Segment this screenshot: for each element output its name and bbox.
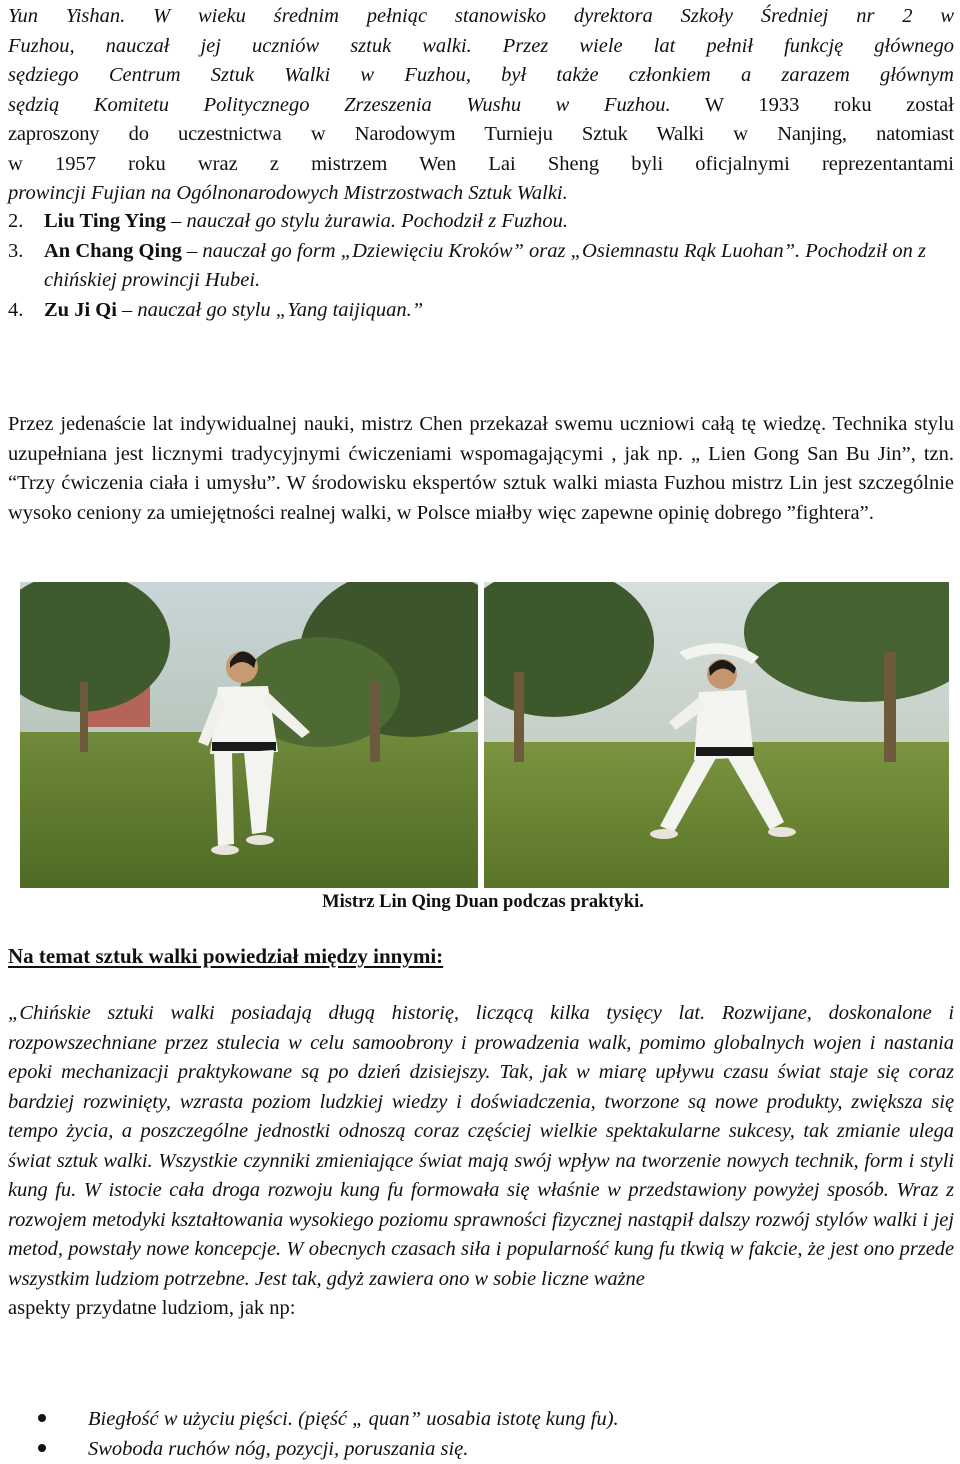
bullet-text: Swoboda ruchów nóg, pozycji, poruszania się. [88,1435,468,1464]
bullet-list [8,1405,954,1464]
biography-paragraph [8,2,954,209]
list-item [8,1435,954,1464]
teacher-desc: – nauczał go stylu „Yang taijiquan.” [117,299,423,321]
quote-last-line: aspekty przydatne ludziom, jak np: [8,1294,954,1324]
list-item [8,296,954,326]
bio-line-4: sędzią Komitetu Politycznego Zrzeszenia Wushu w Fuzhou. [8,94,671,116]
photo-master-practice-right [484,582,949,888]
bio-line-5: zaproszony do uczestnictwa w Narodowym Turnieju Sztuk Walki w Nanjing, natomiast [8,120,954,150]
teacher-desc: – nauczał go stylu żurawia. Pochodził z Fuzhou. [166,210,568,232]
teacher-desc: – nauczał go form „Dziewięciu Kroków” oraz „Osiemnastu Rąk Luohan”. Pochodził on z chińskiej prowincji Hubei. [44,240,926,292]
teachers-list [8,207,954,325]
photo-right-image [484,582,949,888]
photo-left-image [20,582,478,888]
list-item [8,207,954,237]
teacher-name: Zu Ji Qi [44,299,117,321]
bio-line-1: Yun Yishan. W wieku średnim pełniąc stanowisko dyrektora Szkoły Średniej nr 2 w [8,5,954,27]
bio-line-2: Fuzhou, nauczał jej uczniów sztuk walki. Przez wiele lat pełnił funkcję głównego [8,35,954,57]
list-number: 3. [8,237,44,296]
quote-text: „Chińskie sztuki walki posiadają długą historię, liczącą kilka tysięcy lat. Rozwijane, doskonalone i rozpowszechniane przez stulecia w celu samoobrony i prowadzenia walk, pomimo globalnych wojen i nastania epoki mechanizacji praktykowane są po dzień dzisiejszy. Tak, jak w miarę upływu czasu świat staje się coraz bardziej rozwinięty, wzrasta poziom ludzkiej wiedzy i doświadczenia, tworzone są nowe produkty, zwiększa się tempo życia, a poszczególne jednostki odnoszą coraz częściej wielkie spektakularne sukcesy, tak zmianie ulega świat sztuk walki. Wszystkie czynniki zmieniające świat mają swój wpływ na tworzenie nowych technik, form i styli kung fu. W istocie cała droga rozwoju kung fu formowała się właśnie w przedstawiony powyżej sposób. Wraz z rozwojem metodyki kształtowania wysokiego poziomu sprawności fizycznej nastąpił dalszy rozwój stylów walki i jej metod, powstały nowe koncepcje. W obecnych czasach siła i popularność kung fu tkwią w fakcie, że jest ono przede wszystkim ludziom potrzebne. Jest tak, gdyż zawiera ono w sobie liczne ważne [8,1002,954,1290]
list-number: 2. [8,207,44,237]
training-paragraph: Przez jedenaście lat indywidualnej nauki, mistrz Chen przekazał swemu uczniowi całą tę wiedzę. Technika stylu uzupełniana jest licznymi tradycyjnymi ćwiczeniami wspomagającymi , jak np. „ Lien Gong San Bu Jin”, tzn. “Trzy ćwiczenia ciała i umysłu”. W środowisku ekspertów sztuk walki miasta Fuzhou mistrz Lin jest szczególnie wysoko ceniony za umiejętności realnej walki, w Polsce miałby więc zapewne opinię dobrego ”fightera”. [8,410,954,528]
bullet-icon [38,1414,46,1422]
bio-line-6: w 1957 roku wraz z mistrzem Wen Lai Sheng byli oficjalnymi reprezentantami [8,150,954,180]
list-item [8,237,954,296]
list-item [8,1405,954,1435]
section-heading: Na temat sztuk walki powiedział między innymi: [8,942,443,972]
bullet-text: Biegłość w użyciu pięści. (pięść „ quan” uosabia istotę kung fu). [88,1405,619,1435]
bullet-icon [38,1444,46,1452]
teacher-name: An Chang Qing [44,240,182,262]
bio-line-7: prowincji Fujian na Ogólnonarodowych Mistrzostwach Sztuk Walki. [8,182,568,204]
bio-line-4-tail: W 1933 roku został [671,94,954,116]
bio-line-3: sędziego Centrum Sztuk Walki w Fuzhou, był także członkiem a zarazem głównym [8,64,954,86]
list-number: 4. [8,296,44,326]
quote-paragraph [8,999,954,1324]
photo-caption: Mistrz Lin Qing Duan podczas praktyki. [0,888,960,916]
teacher-name: Liu Ting Ying [44,210,166,232]
photo-master-practice-left [20,582,478,888]
